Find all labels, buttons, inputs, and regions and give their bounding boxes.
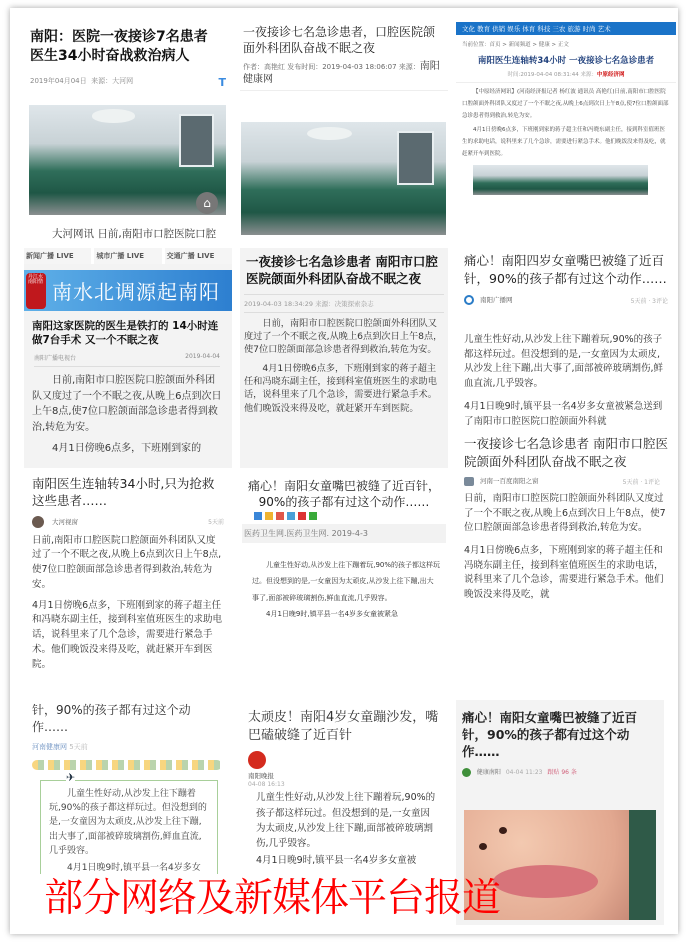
article-title[interactable]: 南阳医生连轴转34小时,只为抢救这些患者…… bbox=[32, 476, 215, 508]
article-zhongyuan bbox=[456, 18, 676, 244]
source: 南阳健康网 bbox=[243, 61, 440, 86]
paragraph: 4月1日傍晚6点多，下班刚到家的蒋子超主任和冯晓东副主任，接到科室值班医生的求助电话，说科里来了几个急诊，需要进行紧急手术。他们晚饭没来得及吃，就 bbox=[464, 544, 664, 601]
time-comments: 5天前 · 1评论 bbox=[622, 478, 660, 486]
share-qzone-icon[interactable] bbox=[265, 512, 273, 520]
article-meta bbox=[456, 761, 664, 777]
paragraph: 日前,南阳市口腔医院口腔颌面外科团队又度过了一个不眠之夜,从晚上6点到次日上午8点,使7位口腔颌面部急诊患者得到救治,转危为安。 bbox=[32, 534, 222, 590]
paragraph: 4月1日晚9时,镇平县一名4岁多女童被紧急送到了南阳市口腔医院口腔颌面外科就 bbox=[464, 400, 663, 427]
share-weibo-icon[interactable] bbox=[276, 512, 284, 520]
article-nanyang-broadcast bbox=[456, 248, 676, 703]
article-meta bbox=[240, 56, 448, 91]
tab-news-live[interactable]: 新闻广播 LIVE bbox=[24, 248, 91, 264]
article-title[interactable]: 南阳：医院一夜接诊7名患者 医生34小时奋战救治病人 bbox=[30, 29, 208, 64]
paragraph: 4月1日晚9时,镇平县一名4岁多女 bbox=[67, 862, 201, 873]
source: 河南健康网 bbox=[32, 742, 67, 751]
banner-badge: 丹江水 南阳情 bbox=[26, 273, 46, 309]
article-title[interactable]: 痛心！南阳女童嘴巴被缝了近百针，90%的孩子都有过这个动作…… bbox=[248, 479, 441, 510]
paragraph: 4月1日傍晚6点多，下班刚到家的蒋子超主任和冯晓东副主任，接到科室值班医生的求助电话，说科里来了几个急诊，需要进行紧急手术。他们晚饭没来得及吃，就赶紧开车到医院。 bbox=[32, 599, 223, 670]
article-meta bbox=[456, 66, 676, 83]
paragraph: 【中原经济网讯】(河南经济报记者 杨红波 通讯员 高艳红)日前,南阳市口腔医院口腔颌面外科团队又度过了一个不眠之夜,从晚上6点到次日上午8点,使7位口腔颌面部急诊患者得到救治,转危为安。 bbox=[462, 89, 669, 120]
avatar bbox=[32, 516, 44, 528]
live-tabs bbox=[24, 248, 232, 264]
article-meta bbox=[456, 287, 676, 305]
article-title[interactable]: 针，90%的孩子都有过这个动作…… bbox=[32, 703, 191, 734]
share-plus-icon[interactable] bbox=[254, 512, 262, 520]
paragraph: 儿童生性好动,从沙发上往下蹦着玩,90%的孩子都这样玩过。但没想到的是,一女童因为太顽皮,从沙发上往下蹦,出大事了,面部被碎玻璃割伤,鲜血直流,几乎毁容。 bbox=[49, 788, 207, 857]
share-tqq-icon[interactable] bbox=[287, 512, 295, 520]
meta: 作者：高艳红 发布时间：2019-04-03 18:06:07 来源： bbox=[243, 63, 420, 72]
source: 健康南阳 bbox=[476, 768, 501, 776]
article-dahe bbox=[24, 22, 232, 246]
source: 南阳广播电视台 bbox=[34, 355, 77, 363]
share-wechat-icon[interactable] bbox=[309, 512, 317, 520]
paragraph: 日前，南阳市口腔医院口腔颌面外科团队又度过了一个不眠之夜,从晚上6点到次日上午8点，使7位口腔颌面部急诊患者得到救治,转危为安。 bbox=[464, 492, 666, 534]
surgery-photo bbox=[473, 165, 648, 195]
article-meta bbox=[24, 736, 232, 752]
tab-city-live[interactable]: 城市广播 LIVE bbox=[94, 248, 161, 264]
article-title[interactable]: 痛心！南阳女童嘴巴被缝了近百针，90%的孩子都有过这个动作…… bbox=[462, 710, 638, 759]
paragraph: 4月1日傍晚6点多，下班刚到家的蒋子超主任和冯晓东副主任，接到科室值班医生的求助电话，说科里来了几个急诊，需要进行紧急手术。他们晚饭没来得及吃，就赶紧开车到医院。 bbox=[462, 127, 666, 158]
surgery-photo bbox=[241, 122, 446, 235]
article-meta bbox=[24, 510, 232, 528]
article-meta bbox=[34, 353, 220, 367]
paragraph: 4月1日傍晚6点多，下班刚到家的 bbox=[52, 443, 202, 455]
banner-text: 南水北调源起南阳 bbox=[52, 280, 220, 304]
overlay-caption: 部分网络及新媒体平台报道 bbox=[44, 876, 501, 921]
paragraph: 儿童生性好动,从沙发上往下蹦着玩,90%的孩子都这样玩过。但没想到的是,一女童因为太顽皮,从沙发上往下蹦,出大事了,面部被碎玻璃割伤,鲜血直流,几乎毁容。 bbox=[464, 334, 664, 390]
article-meta bbox=[464, 476, 660, 486]
floral-divider bbox=[32, 760, 222, 770]
source: 河南一百度南阳之窗 bbox=[480, 477, 539, 486]
article-juece bbox=[240, 248, 448, 468]
paragraph: 4月1日晚9时,镇平县一名4岁多女童被紧急 bbox=[266, 609, 399, 618]
bordered-box bbox=[40, 770, 218, 874]
article-nanyang-radio bbox=[24, 248, 232, 468]
article-nanyang-health bbox=[240, 22, 448, 246]
jiankang-nanyang-logo-icon bbox=[462, 768, 471, 777]
paragraph: 日前，南阳市口腔医院口腔颌面外科团队又度过了一个不眠之夜,从晚上6点到次日上午8点，使7位口腔颌面部急诊患者得到救治,转危为安。 bbox=[244, 317, 443, 356]
article-title[interactable]: 南阳医生连轴转34小时 一夜接诊七名急诊患者 bbox=[477, 56, 655, 66]
channel-nav[interactable]: 文化 教育 供销 娱乐 体育 科技 三农 旅游 时尚 艺术 bbox=[456, 22, 676, 35]
source: 南阳广播网 bbox=[480, 296, 513, 304]
article-yiyao bbox=[240, 474, 448, 696]
time-comments: 5天前 · 3评论 bbox=[630, 297, 668, 305]
caption: 大河网讯 日前,南阳市口腔医院口腔 bbox=[52, 228, 217, 240]
nanyang-evening-logo-icon bbox=[248, 751, 266, 769]
date: 2019年04月04日 bbox=[30, 76, 87, 85]
date: 2019-04-04 bbox=[185, 353, 220, 361]
time: 04-04 11:23 bbox=[505, 768, 543, 776]
time: 时间:2019-04-04 08:31:44 来源： bbox=[507, 72, 597, 78]
time: 5天前 bbox=[208, 519, 224, 527]
source: 中原经济网 bbox=[597, 72, 625, 78]
paragraph: 4月1日傍晚6点多，下班刚到家的蒋子超主任和冯晓东副主任，接到科室值班医生的求助电话，说科里来了几个急诊，需要进行紧急手术。他们晚饭没来得及吃，就赶紧开车到医院。 bbox=[244, 362, 437, 414]
article-title[interactable]: 南阳这家医院的医生是铁打的 14小时连做7台手术 又一个不眠之夜 bbox=[32, 320, 219, 347]
font-size-icon[interactable]: T bbox=[218, 75, 226, 89]
article-title[interactable]: 一夜接诊七名急诊患者 南阳市口腔医院颌面外科团队奋战不眠之夜 bbox=[246, 254, 438, 286]
article-meta: 2019-04-03 18:34:29 来源：决策探索杂志 bbox=[244, 294, 444, 313]
article-title[interactable]: 一夜接诊七名急诊患者 南阳市口腔医院颌面外科团队奋战不眠之夜 bbox=[464, 436, 668, 469]
time: 04-08 16:13 bbox=[248, 781, 285, 789]
tab-traffic-live[interactable]: 交通广播 LIVE bbox=[165, 248, 232, 264]
article-henan-health bbox=[24, 700, 232, 874]
share-icons bbox=[240, 510, 448, 520]
paragraph: 日前,南阳市口腔医院口腔颌面外科团队又度过了一个不眠之夜,从晚上6点到次日上午8点,使7位口腔颌面部急诊患者得到救治,转危为安。 bbox=[32, 375, 222, 433]
article-dahe-window bbox=[24, 474, 232, 698]
nanyang-broadcast-logo-icon bbox=[464, 295, 474, 305]
follow-count-link[interactable]: 跟贴 96 条 bbox=[547, 768, 577, 776]
swallow-icon: ✈ bbox=[66, 770, 76, 784]
breadcrumb: 当前位置：首页 > 新闻频道 > 健康 > 正文 bbox=[462, 42, 569, 48]
article-title[interactable]: 一夜接诊七名急诊患者，口腔医院颌面外科团队奋战不眠之夜 bbox=[243, 25, 436, 55]
article-meta: 医药卫生网.医药卫生网. 2019-4-3 bbox=[242, 524, 446, 543]
baidu-window-logo-icon bbox=[464, 477, 474, 486]
paragraph: 4月1日晚9时,镇平县一名4岁多女童被 bbox=[256, 855, 417, 867]
article-meta bbox=[24, 66, 232, 89]
source: 来源：大河网 bbox=[91, 76, 134, 85]
share-renren-icon[interactable] bbox=[298, 512, 306, 520]
home-icon[interactable]: ⌂ bbox=[196, 192, 218, 214]
paragraph: 儿童生性好动,从沙发上往下蹦着玩,90%的孩子都这样玩过。但没想到的是,一女童因为太顽皮,从沙发上往下蹦,出大事了,面部被碎玻璃割伤,鲜血直流,几乎毁容。 bbox=[252, 561, 441, 602]
paragraph: 儿童生性好动,从沙发上往下蹦着玩,90%的孩子都这样玩过。但没想到的是,一女童因为太顽皮,从沙发上往下蹦,面部被碎玻璃割伤,几乎毁容。 bbox=[256, 792, 436, 849]
source: 大河视窗 bbox=[52, 517, 78, 526]
banner[interactable] bbox=[24, 270, 232, 311]
article-title[interactable]: 痛心！南阳四岁女童嘴巴被缝了近百针，90%的孩子都有过这个动作…… bbox=[464, 253, 667, 286]
article-nanyang-evening bbox=[240, 703, 448, 874]
article-title[interactable]: 太顽皮！南阳4岁女童蹦沙发，嘴巴磕破缝了近百针 bbox=[248, 710, 439, 744]
source: 南阳晚报 bbox=[248, 772, 274, 781]
time: 5天前 bbox=[69, 742, 88, 751]
